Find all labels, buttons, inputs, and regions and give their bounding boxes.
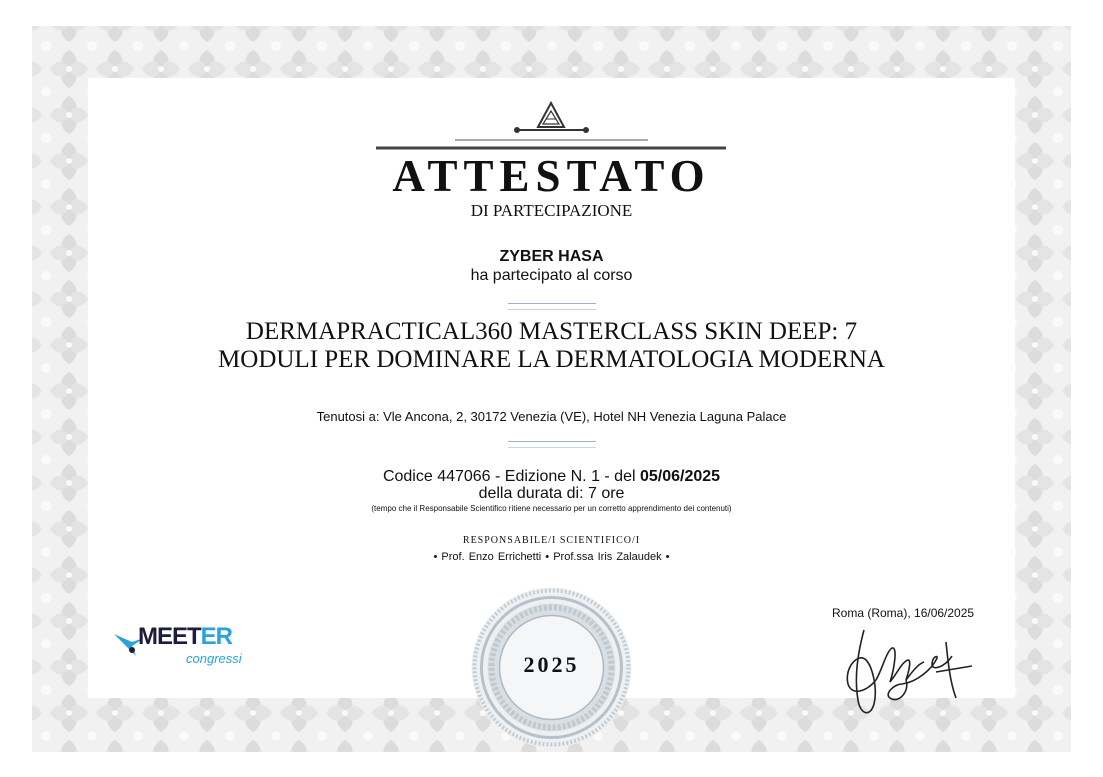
responsible-label: RESPONSABILE/I SCIENTIFICO/I — [462, 535, 641, 546]
participated-text: ha partecipato al corso — [470, 267, 633, 284]
course-location: Tenutosi a: Vle Ancona, 2, 30172 Venezia (VE), Hotel NH Venezia Laguna Palace — [316, 409, 787, 424]
section-divider — [508, 441, 596, 448]
course-title-line1: DERMAPRACTICAL360 MASTERCLASS SKIN DEEP: 7 — [245, 318, 858, 345]
responsible-names: • Prof. Enzo Errichetti • Prof.ssa Iris Zalaudek • — [433, 551, 670, 563]
course-code-line — [0, 468, 1103, 485]
section-divider — [508, 303, 596, 310]
course-code: Codice 447066 - Edizione N. 1 - del — [382, 468, 640, 485]
place-date: Roma (Roma), 16/06/2025 — [832, 606, 975, 620]
meeter-logo — [114, 624, 264, 674]
seal-year: 2025 — [523, 652, 580, 677]
certificate-subtitle: DI PARTECIPAZIONE — [470, 201, 633, 220]
certificate-title: ATTESTATO — [392, 151, 711, 201]
course-duration: della durata di: 7 ore — [478, 485, 625, 502]
signature — [836, 622, 976, 722]
course-title — [0, 318, 1103, 374]
course-title-line2: MODULI PER DOMINARE LA DERMATOLOGIA MODERNA — [218, 346, 885, 373]
title-emblem-icon — [0, 0, 1103, 160]
course-date: 05/06/2025 — [639, 468, 721, 485]
participant-name: ZYBER HASA — [499, 248, 604, 265]
duration-note: (tempo che il Responsabile Scientifico ritiene necessario per un corretto apprendimento dei contenuti) — [371, 504, 732, 513]
logo-wordmark: MEETER — [138, 623, 233, 650]
logo-subtext: congressi — [186, 651, 242, 666]
